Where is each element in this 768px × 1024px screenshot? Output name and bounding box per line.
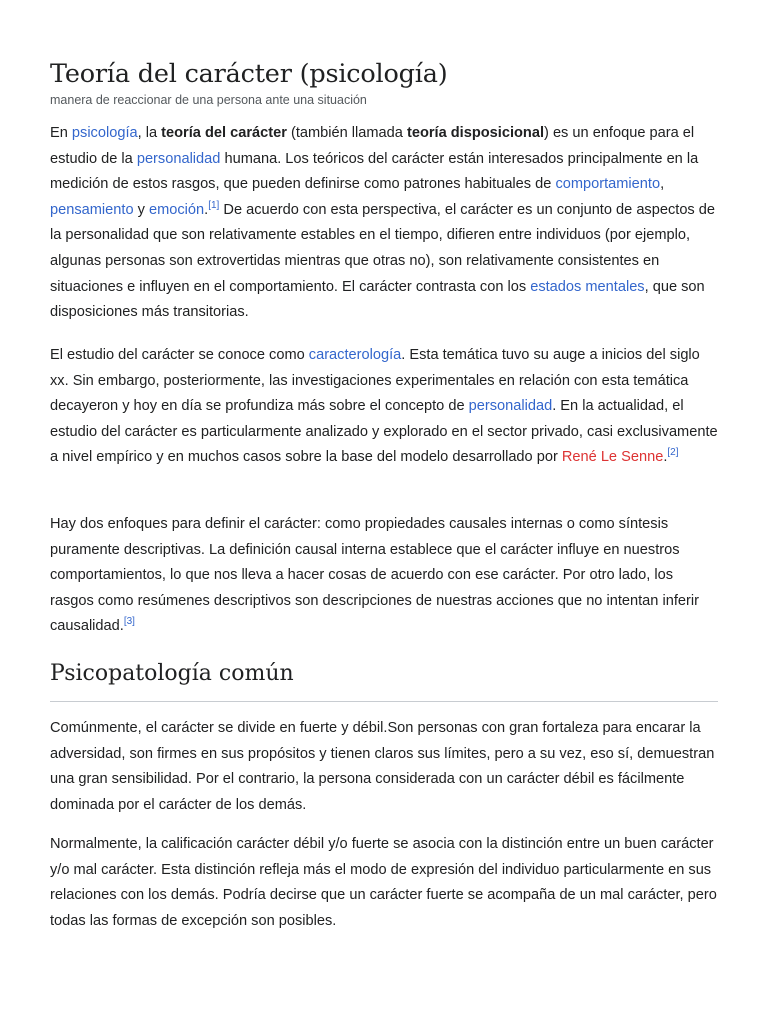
text: ,: [660, 176, 665, 193]
text: y: [133, 201, 149, 218]
link-caracterologia[interactable]: caracterología: [308, 347, 402, 363]
text: ) es un enfoque para el estudio de la: [50, 125, 695, 167]
text: El estudio del carácter se conoce como: [50, 347, 309, 363]
reference-2: [667, 448, 678, 459]
text: , que son disposiciones más transitorias.: [50, 278, 705, 321]
link-pensamiento[interactable]: pensamiento: [50, 201, 134, 218]
page-title: Teoría del carácter (psicología): [50, 59, 448, 89]
link-personalidad[interactable]: personalidad: [136, 150, 221, 167]
paragraph-enfoques: [50, 512, 718, 640]
reference-link-3[interactable]: [3]: [123, 616, 135, 628]
bold-teoria-disposicional: teoría disposicional: [406, 125, 545, 141]
link-comportamiento[interactable]: comportamiento: [555, 176, 661, 193]
text: .: [663, 449, 668, 466]
text: En: [50, 125, 72, 141]
link-personalidad-2[interactable]: personalidad: [468, 398, 553, 415]
text: .: [204, 201, 209, 218]
link-estados-mentales[interactable]: estados mentales: [530, 278, 645, 295]
text: Hay dos enfoques para definir el carácter: como propiedades causales internas o como síntesis puramente descriptivas. La definición causal interna establece que el carácter influye en nuestros comportamientos, lo que nos lleva a hacer cosas de acuerdo con ese carácter. Por otro lado, los rasgos como resúmenes descriptivos son descripciones de nuestras acciones que no intentan inferir causalidad.: [50, 516, 699, 635]
paragraph-fuerte-debil: Comúnmente, el carácter se divide en fuerte y débil.Son personas con gran fortaleza para encarar la adversidad, son firmes en sus propósitos y tienen claros sus límites, pero a su vez, eso sí, demuestran una gran sensibilidad. Por el contrario, la persona considerada con un carácter débil es fácilmente dominada por el carácter de los demás.: [50, 720, 715, 813]
link-emocion[interactable]: emoción: [148, 201, 205, 218]
reference-3: [124, 617, 135, 628]
bold-teoria-caracter: teoría del carácter: [161, 125, 287, 141]
paragraph-intro: [50, 121, 718, 326]
section-heading: Psicopatología común: [50, 654, 718, 702]
text: De acuerdo con esta perspectiva, el carácter es un conjunto de aspectos de la personalidad que son relativamente estables en el tiempo, difieren entre individuos (por ejemplo, algunas personas son extrovertidas mientras que otras no), son relativamente consistentes en situaciones e influyen en el comportamiento. El carácter contrasta con los: [50, 201, 716, 295]
reference-1: [208, 200, 219, 211]
paragraph-calificacion: Normalmente, la calificación carácter débil y/o fuerte se asocia con la distinción entre un buen carácter y/o mal carácter. Esta distinción refleja más el modo de expresión del individuo particularmente en sus relaciones con los demás. Podría decirse que un carácter fuerte se acompaña de un mal carácter, pero todas las formas de excepción son posibles.: [50, 836, 717, 929]
paragraph-caracterologia: [50, 343, 718, 471]
text: . En la actualidad, el estudio del carácter es particularmente analizado y explorado en el sector privado, casi exclusivamente a nivel empírico y en muchos casos sobre la base del modelo desarrollado por: [50, 398, 718, 466]
link-rene-le-senne[interactable]: René Le Senne: [561, 449, 664, 466]
text: . Esta temática tuvo su auge a inicios del siglo xx. Sin embargo, posteriormente, las investigaciones experimentales en relación con esta temática decayeron y hoy en día se profundiza más sobre el concepto de: [50, 347, 700, 415]
link-psicologia[interactable]: psicología: [71, 125, 138, 141]
page-subtitle: manera de reaccionar de una persona ante una situación: [50, 93, 367, 107]
text: humana. Los teóricos del carácter están interesados principalmente en la medición de estos rasgos, que pueden definirse como patrones habituales de: [50, 150, 699, 193]
reference-link-1[interactable]: [1]: [208, 199, 220, 211]
text: , la: [137, 125, 162, 141]
text: (también llamada: [286, 125, 407, 141]
reference-link-2[interactable]: [2]: [667, 447, 679, 459]
